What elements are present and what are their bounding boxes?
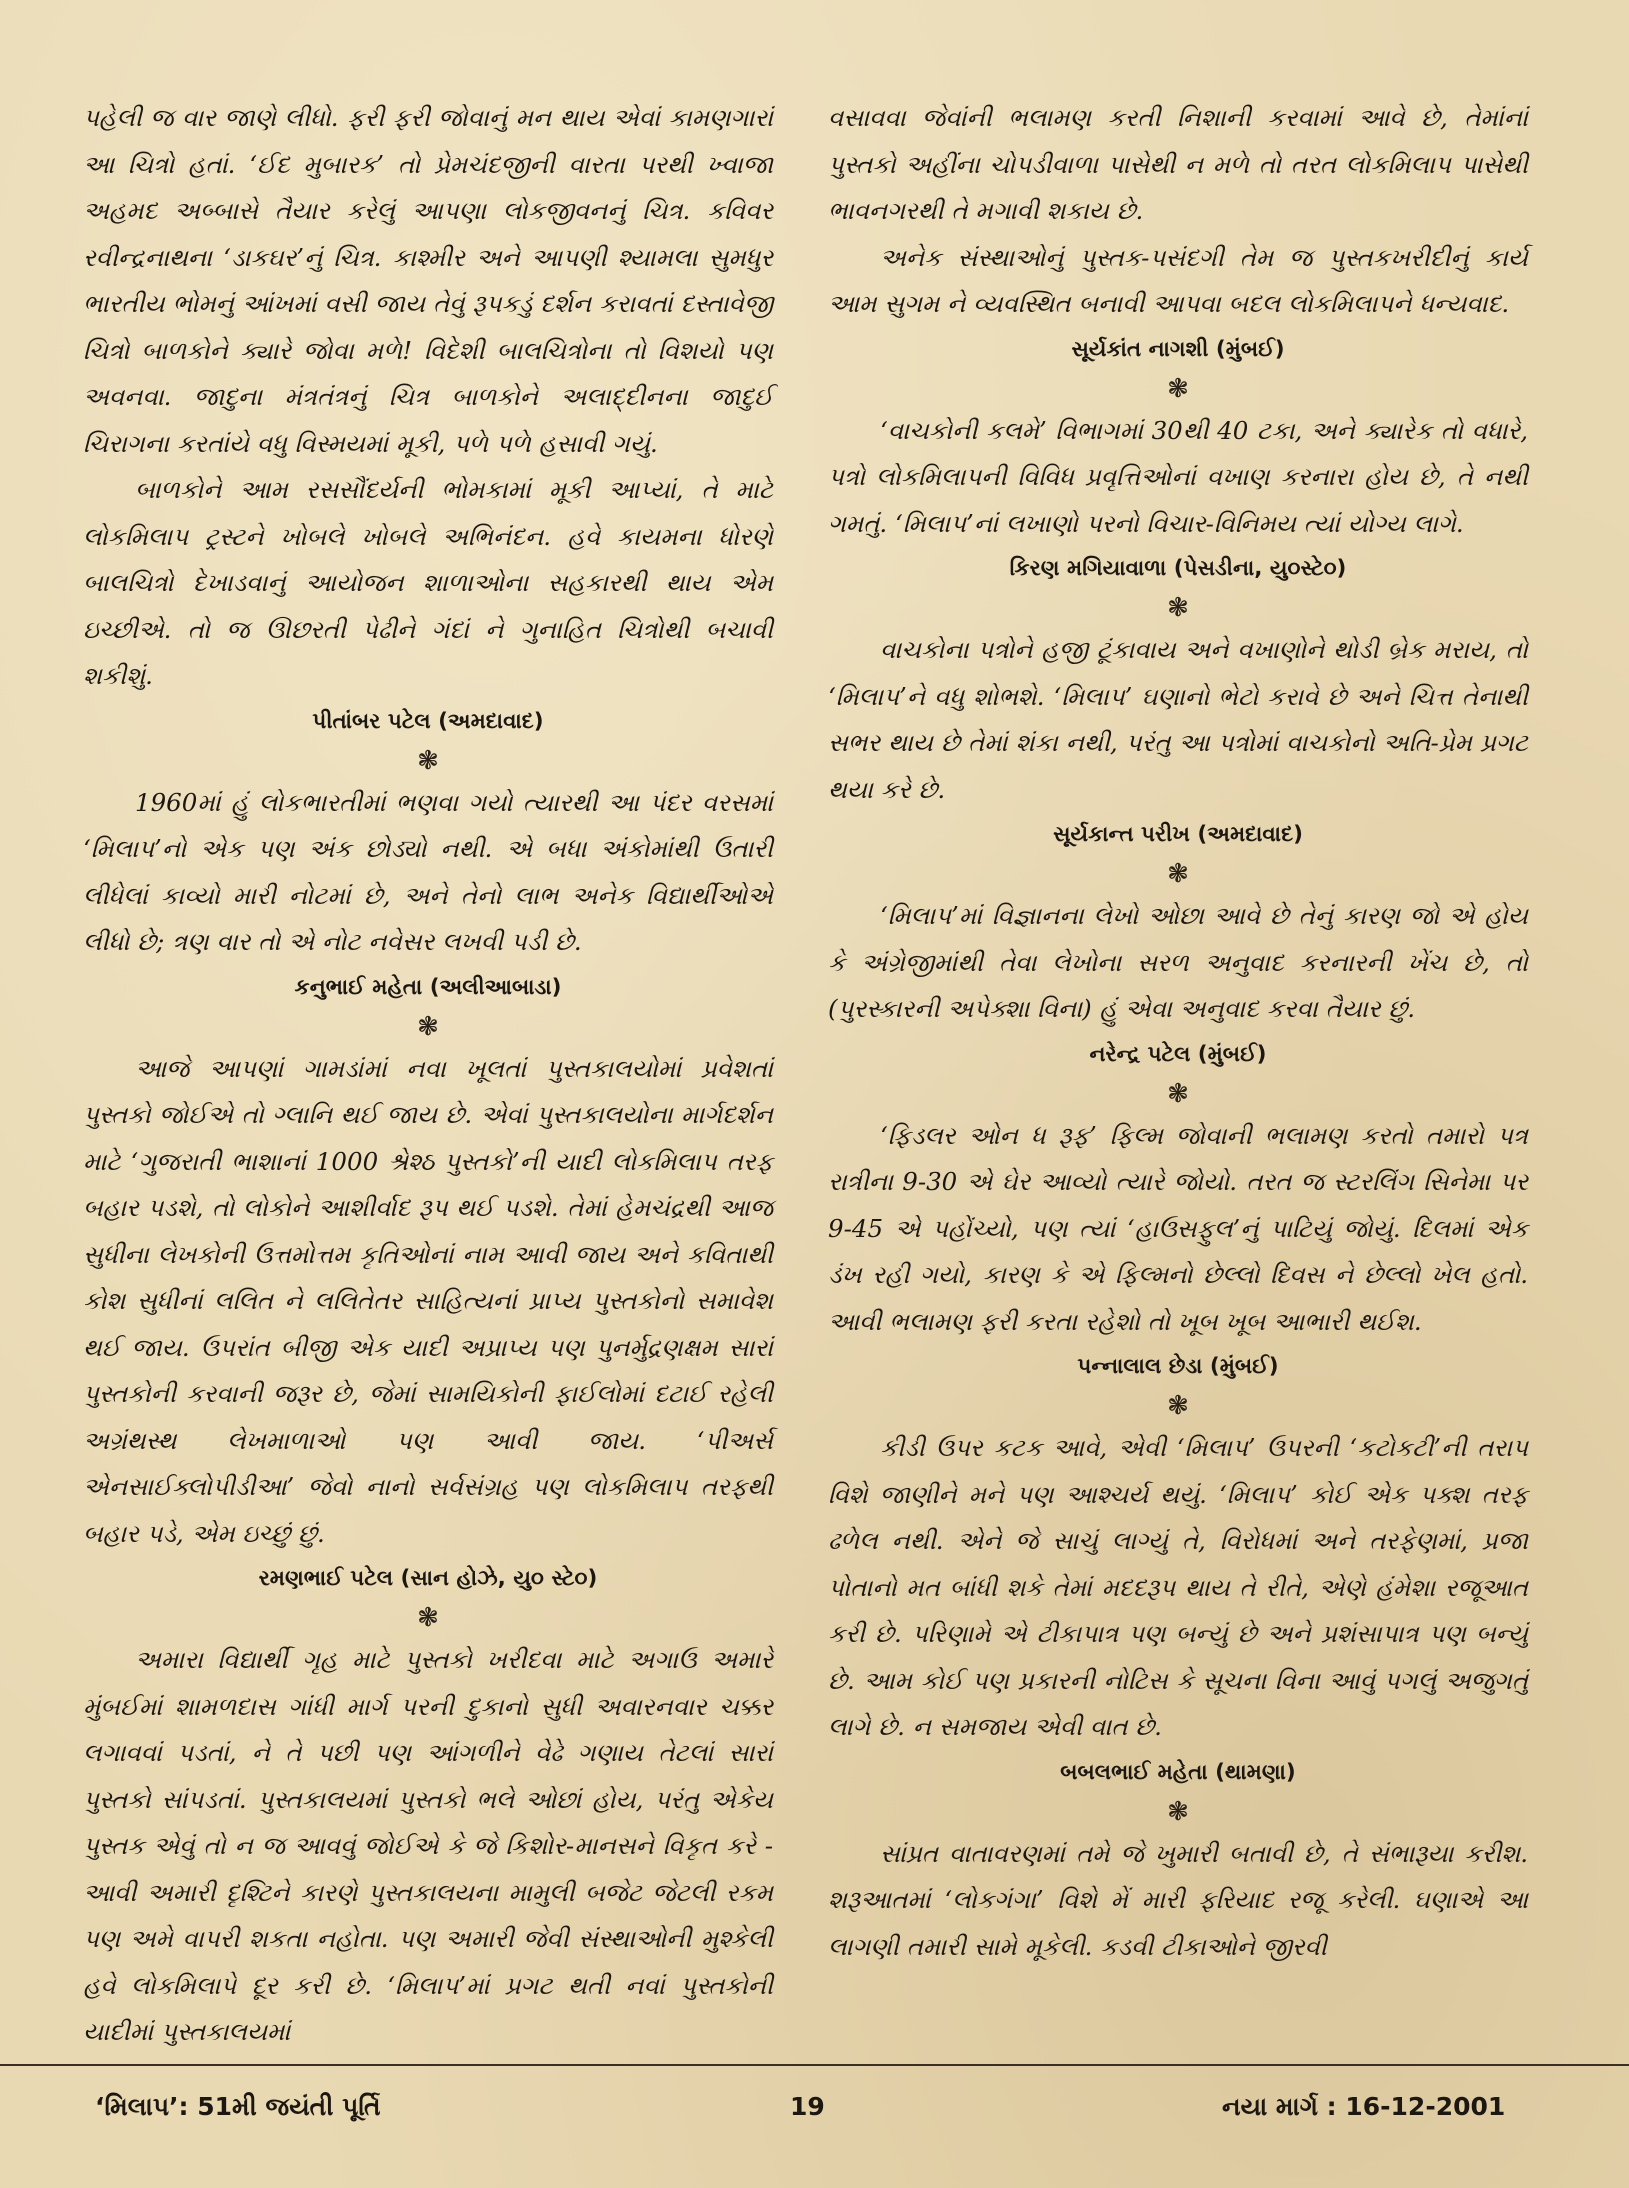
page-number: 19 <box>790 2092 825 2121</box>
separator-ornament-icon: ❃ <box>1167 593 1189 623</box>
right-column <box>828 95 1528 1970</box>
letter-signature: કિરણ મગિયાવાળા (પેસડીના, યુ૦સ્ટે૦) <box>1009 556 1347 581</box>
letter-paragraph: ‘મિલાપ’માં વિજ્ઞાનના લેખો ઓછા આવે છે તેનું કારણ જો એ હોય કે અંગ્રેજીમાંથી તેવા લેખોના સરળ અનુવાદ કરનારની ખેંચ છે, તો (પુરસ્કારની અપેક્શા વિના) હું એવા અનુવાદ કરવા તૈયાર છું. <box>828 901 1528 1023</box>
separator-ornament-icon: ❃ <box>1167 1391 1189 1421</box>
letter-signature: બબલભાઈ મહેતા (થામણા) <box>1060 1759 1296 1785</box>
footer-publication-title: ‘મિલાપ’: 51મી જયંતી પૂર્તિ <box>95 2092 381 2121</box>
letter-signature: કનુભાઈ મહેતા (અલીઆબાડા) <box>294 974 562 1000</box>
letter-signature: પન્નાલાલ છેડા (મુંબઈ) <box>1077 1354 1279 1379</box>
letter-paragraph: ‘ફિડલર ઓન ધ રૂફ’ ફિલ્મ જોવાની ભલામણ કરતો તમારો પત્ર રાત્રીના 9-30 એ ઘેર આવ્યો ત્યારે જોયો. તરત જ સ્ટરલિંગ સિનેમા પર 9-45 એ પહોંચ્યો, પણ ત્યાં ‘હાઉસફુલ’નું પાટિયું જોયું. દિલમાં એક ડંખ રહી ગયો, કારણ કે એ ફિલ્મનો છેલ્લો દિવસ ને છેલ્લો ખેલ હતો. આવી ભલામણ ફરી કરતા રહેશો તો ખૂબ ખૂબ આભારી થઈશ. <box>828 1120 1528 1336</box>
separator-ornament-icon: ❃ <box>417 1603 439 1633</box>
letter-signature: નરેન્દ્ર પટેલ (મુંબઈ) <box>1089 1041 1267 1067</box>
letter-paragraph: સાંપ્રત વાતાવરણમાં તમે જે ખુમારી બતાવી છે, તે સંભારૂયા કરીશ. શરૂઆતમાં ‘લોકગંગા’ વિશે મેં મારી ફરિયાદ રજૂ કરેલી. ઘણાએ આ લાગણી તમારી સામે મૂકેલી. કડવી ટીકાઓને જીરવી <box>828 1838 1528 1961</box>
letter-signature: રમણભાઈ પટેલ (સાન હોઝે, યુ૦ સ્ટે૦) <box>258 1566 598 1591</box>
letter-paragraph: આજે આપણાં ગામડાંમાં નવા ખૂલતાં પુસ્તકાલયોમાં પ્રવેશતાં પુસ્તકો જોઈએ તો ગ્લાનિ થઈ જાય છે. એવાં પુસ્તકાલયોના માર્ગદર્શન માટે ‘ગુજરાતી ભાશાનાં 1000 શ્રેશ્ઠ પુસ્તકો’ની યાદી લોકમિલાપ તરફ બહાર પડશે, તો લોકોને આશીર્વાદ રૂપ થઈ પડશે. તેમાં હેમચંદ્રથી આજ સુધીના લેખકોની ઉત્તમોત્તમ કૃતિઓનાં નામ આવી જાય અને કવિતાથી કોશ સુધીનાં લલિત ને લલિતેતર સાહિત્યનાં પ્રાપ્ય પુસ્તકોનો સમાવેશ થઈ જાય. ઉપરાંત બીજી એક યાદી અપ્રાપ્ય પણ પુનર્મુદ્રણક્ષમ સારાં પુસ્તકોની કરવાની જરૂર છે, જેમાં સામયિકોની ફાઈલોમાં દટાઈ રહેલી અગ્રંથસ્થ લેખમાળાઓ પણ આવી જાય. ‘પીઅર્સ એનસાઈક્લોપીડીઆ’ જેવો નાનો સર્વસંગ્રહ પણ લોકમિલાપ તરફથી બહાર પડે, એમ ઇચ્છું છું. <box>83 1053 773 1548</box>
letter-paragraph: 1960માં હું લોકભારતીમાં ભણવા ગયો ત્યારથી આ પંદર વરસમાં ‘મિલાપ’નો એક પણ અંક છોડ્યો નથી. એ બધા અંકોમાંથી ઉતારી લીધેલાં કાવ્યો મારી નોટમાં છે, અને તેનો લાભ અનેક વિદ્યાર્થીઓએ લીધો છે; ત્રણ વાર તો એ નોટ નવેસર લખવી પડી છે. <box>83 787 773 956</box>
footer-issue-date: નયા માર્ગ : 16-12-2001 <box>1222 2092 1506 2121</box>
letter-paragraph: અમારા વિદ્યાર્થી ગૃહ માટે પુસ્તકો ખરીદવા માટે અગાઉ અમારે મુંબઈમાં શામળદાસ ગાંધી માર્ગ પરની દુકાનો સુધી અવારનવાર ચક્કર લગાવવાં પડતાં, ને તે પછી પણ આંગળીને વેઢે ગણાય તેટલાં સારાં પુસ્તકો સાંપડતાં. પુસ્તકાલયમાં પુસ્તકો ભલે ઓછાં હોય, પરંતુ એકેય પુસ્તક એવું તો ન જ આવવું જોઈએ કે જે કિશોર-માનસને વિકૃત કરે - આવી અમારી દૃશ્ટિને કારણે પુસ્તકાલયના મામુલી બજેટ જેટલી રકમ પણ અમે વાપરી શકતા નહોતા. પણ અમારી જેવી સંસ્થાઓની મુશ્કેલી હવે લોકમિલાપે દૂર કરી છે. ‘મિલાપ’માં પ્રગટ થતી નવાં પુસ્તકોની યાદીમાં પુસ્તકાલયમાં <box>83 1645 773 2046</box>
letter-signature: સૂર્યકાન્ત પરીખ (અમદાવાદ) <box>1053 822 1303 847</box>
separator-ornament-icon: ❃ <box>1167 859 1189 889</box>
letter-paragraph: ‘વાચકોની કલમે’ વિભાગમાં 30થી 40 ટકા, અને ક્યારેક તો વધારે, પત્રો લોકમિલાપની વિવિધ પ્રવૃત્તિઓનાં વખાણ કરનારા હોય છે, તે નથી ગમતું. ‘મિલાપ’નાં લખાણો પરનો વિચાર-વિનિમય ત્યાં યોગ્ય લાગે. <box>828 415 1528 538</box>
letter-paragraph: વસાવવા જેવાંની ભલામણ કરતી નિશાની કરવામાં આવે છે, તેમાંનાં પુસ્તકો અહીંના ચોપડીવાળા પાસેથી ન મળે તો તરત લોકમિલાપ પાસેથી ભાવનગરથી તે મગાવી શકાય છે. <box>828 103 1528 225</box>
letter-paragraph: પહેલી જ વાર જાણે લીધો. ફરી ફરી જોવાનું મન થાય એવાં કામણગારાં આ ચિત્રો હતાં. ‘ઈદ મુબારક’ તો પ્રેમચંદજીની વારતા પરથી ખ્વાજા અહમદ અબ્બાસે તૈયાર કરેલું આપણા લોકજીવનનું ચિત્ર. કવિવર રવીન્દ્રનાથના ‘ડાકઘર’નું ચિત્ર. કાશ્મીર અને આપણી શ્યામલા સુમધુર ભારતીય ભોમનું આંખમાં વસી જાય તેવું રૂપકડું દર્શન કરાવતાં દસ્તાવેજી ચિત્રો બાળકોને ક્યારે જોવા મળે! વિદેશી બાલચિત્રોના તો વિશયો પણ અવનવા. જાદુના મંત્રતંત્રનું ચિત્ર બાળકોને અલાદ્દીનના જાદુઈ ચિરાગના કરતાંયે વધુ વિસ્મયમાં મૂકી, પળે પળે હસાવી ગયું. <box>83 103 773 458</box>
letter-paragraph: કીડી ઉપર કટક આવે, એવી ‘મિલાપ’ ઉપરની ‘કટોકટી’ની તરાપ વિશે જાણીને મને પણ આશ્ચર્ય થયું. ‘મિલાપ’ કોઈ એક પક્શ તરફ ઢળેલ નથી. એને જે સાચું લાગ્યું તે, વિરોધમાં અને તરફેણમાં, પ્રજા પોતાનો મત બાંધી શકે તેમાં મદદરૂપ થાય તે રીતે, એણે હંમેશા રજૂઆત કરી છે. પરિણામે એ ટીકાપાત્ર પણ બન્યું છે અને પ્રશંસાપાત્ર પણ બન્યું છે. આમ કોઈ પણ પ્રકારની નોટિસ કે સૂચના વિના આવું પગલું અજુગતું લાગે છે. ન સમજાય એવી વાત છે. <box>828 1433 1528 1741</box>
left-column <box>83 95 773 2056</box>
separator-ornament-icon: ❃ <box>1167 1796 1189 1827</box>
separator-ornament-icon: ❃ <box>1167 373 1189 404</box>
letter-paragraph: અનેક સંસ્થાઓનું પુસ્તક-પસંદગી તેમ જ પુસ્તકખરીદીનું કાર્ય આમ સુગમ ને વ્યવસ્થિત બનાવી આપવા બદલ લોકમિલાપને ધન્યવાદ. <box>828 242 1528 318</box>
separator-ornament-icon: ❃ <box>417 1011 439 1042</box>
separator-ornament-icon: ❃ <box>1167 1078 1189 1109</box>
letter-signature: પીતાંબર પટેલ (અમદાવાદ) <box>312 708 544 734</box>
letter-paragraph: બાળકોને આમ રસસૌંદર્યની ભોમકામાં મૂકી આપ્યાં, તે માટે લોકમિલાપ ટ્રસ્ટને ખોબલે ખોબલે અભિનંદન. હવે કાયમના ધોરણે બાલચિત્રો દેખાડવાનું આયોજન શાળાઓના સહકારથી થાય એમ ઇચ્છીએ. તો જ ઊછરતી પેઢીને ગંદાં ને ગુનાહિત ચિત્રોથી બચાવી શકીશું. <box>83 475 773 690</box>
page-footer <box>0 2064 1629 2126</box>
separator-ornament-icon: ❃ <box>417 745 439 776</box>
letter-paragraph: વાચકોના પત્રોને હજી ટૂંકાવાય અને વખાણોને થોડી બ્રેક મરાય, તો ‘મિલાપ’ને વધુ શોભશે. ‘મિલાપ’ ઘણાનો ભેટો કરાવે છે અને ચિત્ત તેનાથી સભર થાય છે તેમાં શંકા નથી, પરંતુ આ પત્રોમાં વાચકોનો અતિ-પ્રેમ પ્રગટ થયા કરે છે. <box>828 635 1528 804</box>
letter-signature: સૂર્યકાંત નાગશી (મુંબઈ) <box>1071 336 1285 362</box>
